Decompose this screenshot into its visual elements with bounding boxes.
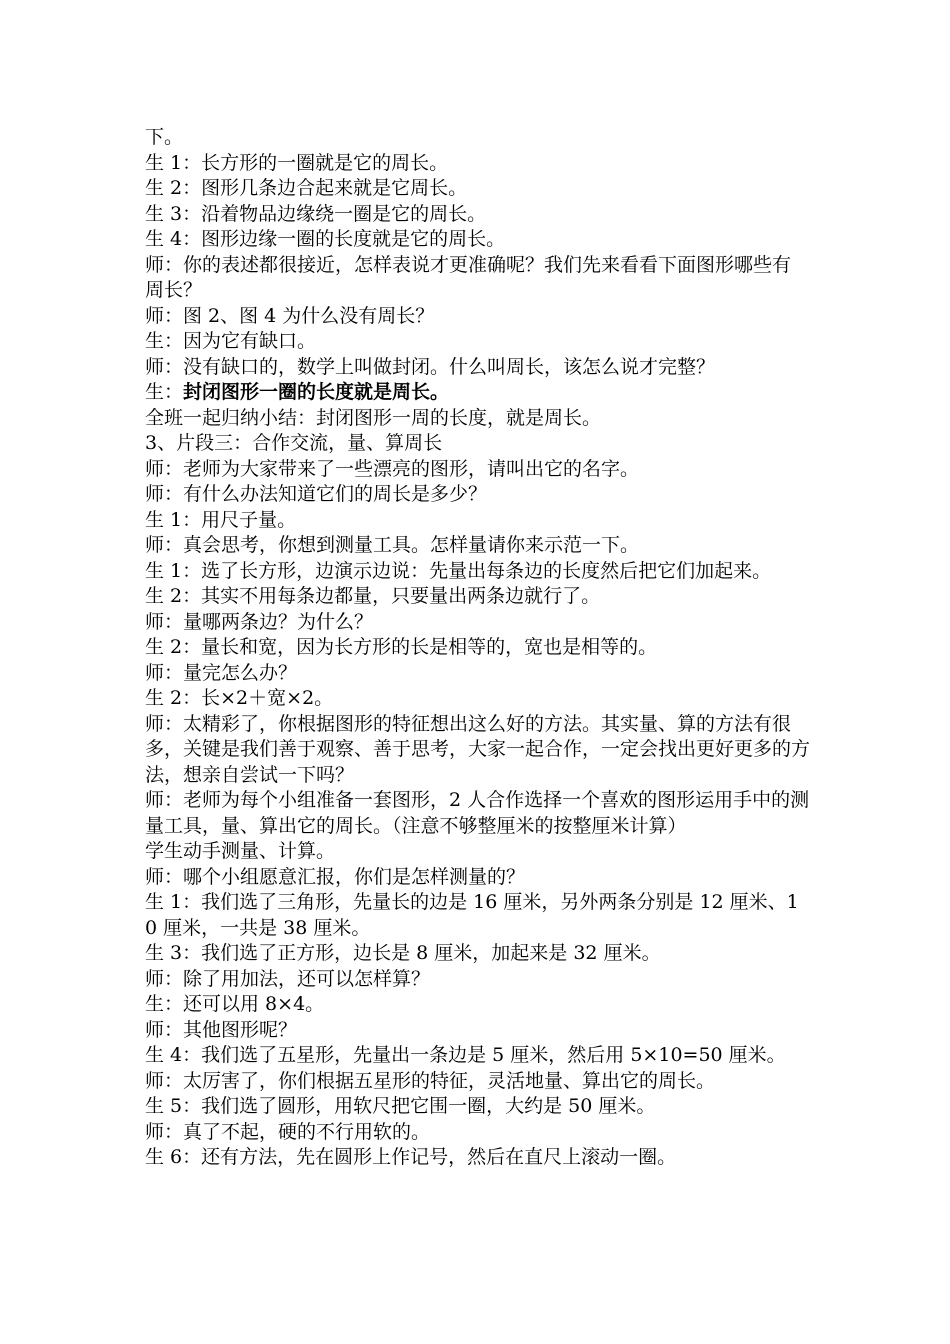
speaker-label: 生 4： <box>145 1044 202 1066</box>
paragraph-text: 你的表述都很接近，怎样表说才更准确呢？我们先来看看下面图形哪些有周长？ <box>145 253 792 301</box>
speaker-label: 生 1： <box>145 151 202 174</box>
paragraph-text: 因为它有缺口。 <box>183 330 317 352</box>
speaker-label: 师： <box>145 865 184 888</box>
paragraph-text: 还有方法，先在圆形上作记号，然后在直尺上滚动一圈。 <box>201 1146 677 1168</box>
dialogue-paragraph <box>145 533 810 559</box>
dialogue-paragraph <box>145 941 810 967</box>
dialogue-paragraph <box>145 508 810 534</box>
dialogue-paragraph <box>145 329 810 355</box>
speaker-label: 师： <box>145 661 184 684</box>
speaker-label: 生： <box>145 330 184 352</box>
dialogue-paragraph <box>145 380 810 406</box>
speaker-label: 生 2： <box>145 585 202 607</box>
paragraph-text: 我们选了正方形，边长是 8 厘米，加起来是 32 厘米。 <box>201 942 661 964</box>
dialogue-paragraph <box>145 559 810 585</box>
dialogue-paragraph <box>145 1018 810 1044</box>
speaker-label: 师： <box>145 253 184 276</box>
speaker-label: 生 1： <box>145 508 202 531</box>
dialogue-paragraph <box>145 686 810 712</box>
paragraph-text: 其他图形呢？ <box>183 1018 298 1041</box>
paragraph-text: 封闭图形一周的长度，就是周长。 <box>316 406 602 429</box>
dialogue-paragraph <box>145 457 810 483</box>
dialogue-paragraph <box>145 610 810 636</box>
dialogue-paragraph <box>145 890 810 941</box>
speaker-label: 师： <box>145 712 184 735</box>
speaker-label: 师： <box>145 967 184 990</box>
speaker-label: 生 4： <box>145 228 202 250</box>
dialogue-paragraph <box>145 304 810 330</box>
speaker-label: 师： <box>145 1069 184 1092</box>
dialogue-paragraph <box>145 482 810 508</box>
dialogue-paragraph <box>145 355 810 381</box>
dialogue-paragraph <box>145 1094 810 1120</box>
paragraph-text: 哪个小组愿意汇报，你们是怎样测量的？ <box>183 865 526 888</box>
speaker-label: 生 1： <box>145 891 202 913</box>
dialogue-paragraph <box>145 584 810 610</box>
paragraph-text: 用尺子量。 <box>201 508 297 531</box>
paragraph-text: 其实不用每条边都量，只要量出两条边就行了。 <box>201 585 601 607</box>
dialogue-paragraph <box>145 176 810 202</box>
speaker-label: 学生动手测量、计算。 <box>145 840 336 862</box>
dialogue-paragraph <box>145 202 810 228</box>
dialogue-paragraph <box>145 1043 810 1069</box>
paragraph-text: 图形几条边合起来就是它周长。 <box>201 177 468 199</box>
paragraph-text: 封闭图形一圈的长度就是周长。 <box>183 381 450 403</box>
dialogue-paragraph <box>145 253 810 304</box>
dialogue-paragraph <box>145 151 810 177</box>
paragraph-text: 我们选了三角形，先量长的边是 16 厘米，另外两条分别是 12 厘米、10 厘米，一共是 38 厘米。 <box>145 891 799 939</box>
paragraph-text: 量完怎么办？ <box>183 661 298 684</box>
paragraph-text: 没有缺口的，数学上叫做封闭。什么叫周长，该怎么说才完整？ <box>183 355 716 378</box>
speaker-label: 师： <box>145 304 184 327</box>
paragraph-text: 老师为每个小组准备一套图形，2 人合作选择一个喜欢的图形运用手中的测量工具，量、算出它的周长。（注意不够整厘米的按整厘米计算） <box>145 789 810 837</box>
paragraph-text: 我们选了圆形，用软尺把它围一圈，大约是 50 厘米。 <box>201 1095 656 1117</box>
dialogue-paragraph <box>145 788 810 839</box>
speaker-label: 师： <box>145 483 184 505</box>
dialogue-paragraph <box>145 1120 810 1146</box>
paragraph-text: 有什么办法知道它们的周长是多少？ <box>183 483 488 505</box>
speaker-label: 师： <box>145 457 184 480</box>
speaker-label: 师： <box>145 534 184 556</box>
paragraph-text: 还可以用 8×4。 <box>183 993 325 1015</box>
paragraph-text: 量长和宽，因为长方形的长是相等的，宽也是相等的。 <box>201 636 658 658</box>
paragraph-text: 量哪两条边？为什么？ <box>183 610 374 633</box>
speaker-label: 生 6： <box>145 1146 202 1168</box>
document-body <box>145 125 810 1171</box>
speaker-label: 生 3： <box>145 942 202 964</box>
speaker-label: 生 5： <box>145 1095 202 1117</box>
paragraph-text: 真了不起，硬的不行用软的。 <box>183 1120 431 1143</box>
dialogue-paragraph <box>145 839 810 865</box>
dialogue-paragraph <box>145 635 810 661</box>
paragraph-text: 除了用加法，还可以怎样算？ <box>183 967 431 990</box>
speaker-label: 师： <box>145 355 184 378</box>
speaker-label: 下。 <box>145 126 184 148</box>
paragraph-text: 沿着物品边缘绕一圈是它的周长。 <box>201 202 487 225</box>
speaker-label: 师： <box>145 610 184 633</box>
dialogue-paragraph <box>145 865 810 891</box>
paragraph-text: 合作交流，量、算周长 <box>252 432 443 454</box>
paragraph-text: 长方形的一圈就是它的周长。 <box>201 151 449 174</box>
dialogue-paragraph <box>145 227 810 253</box>
dialogue-paragraph <box>145 967 810 993</box>
speaker-label: 生 1： <box>145 559 202 582</box>
speaker-label: 师： <box>145 789 184 811</box>
paragraph-text: 长×2＋宽×2。 <box>201 687 334 709</box>
speaker-label: 生： <box>145 993 184 1015</box>
speaker-label: 生： <box>145 381 184 403</box>
paragraph-text: 图形边缘一圈的长度就是它的周长。 <box>201 228 506 250</box>
paragraph-text: 老师为大家带来了一些漂亮的图形，请叫出它的名字。 <box>183 457 640 480</box>
speaker-label: 3、片段三： <box>145 432 253 454</box>
paragraph-text: 图 2、图 4 为什么没有周长？ <box>183 304 435 327</box>
speaker-label: 生 2： <box>145 636 202 658</box>
paragraph-text: 太精彩了，你根据图形的特征想出这么好的方法。其实量、算的方法有很多，关键是我们善于观察、善于思考，大家一起合作，一定会找出更好更多的方法，想亲自尝试一下吗？ <box>145 712 811 786</box>
paragraph-text: 我们选了五星形，先量出一条边是 5 厘米，然后用 5×10=50 厘米。 <box>201 1044 786 1066</box>
dialogue-paragraph <box>145 1145 810 1171</box>
speaker-label: 生 2： <box>145 177 202 199</box>
dialogue-paragraph <box>145 431 810 457</box>
dialogue-paragraph <box>145 712 810 789</box>
speaker-label: 生 2： <box>145 687 202 709</box>
dialogue-paragraph <box>145 992 810 1018</box>
dialogue-paragraph <box>145 125 810 151</box>
dialogue-paragraph <box>145 406 810 432</box>
speaker-label: 全班一起归纳小结： <box>145 406 317 429</box>
speaker-label: 师： <box>145 1120 184 1143</box>
paragraph-text: 真会思考，你想到测量工具。怎样量请你来示范一下。 <box>183 534 640 556</box>
speaker-label: 师： <box>145 1018 184 1041</box>
paragraph-text: 太厉害了，你们根据五星形的特征，灵活地量、算出它的周长。 <box>183 1069 716 1092</box>
speaker-label: 生 3： <box>145 202 202 225</box>
dialogue-paragraph <box>145 1069 810 1095</box>
dialogue-paragraph <box>145 661 810 687</box>
paragraph-text: 选了长方形，边演示边说：先量出每条边的长度然后把它们加起来。 <box>201 559 772 582</box>
